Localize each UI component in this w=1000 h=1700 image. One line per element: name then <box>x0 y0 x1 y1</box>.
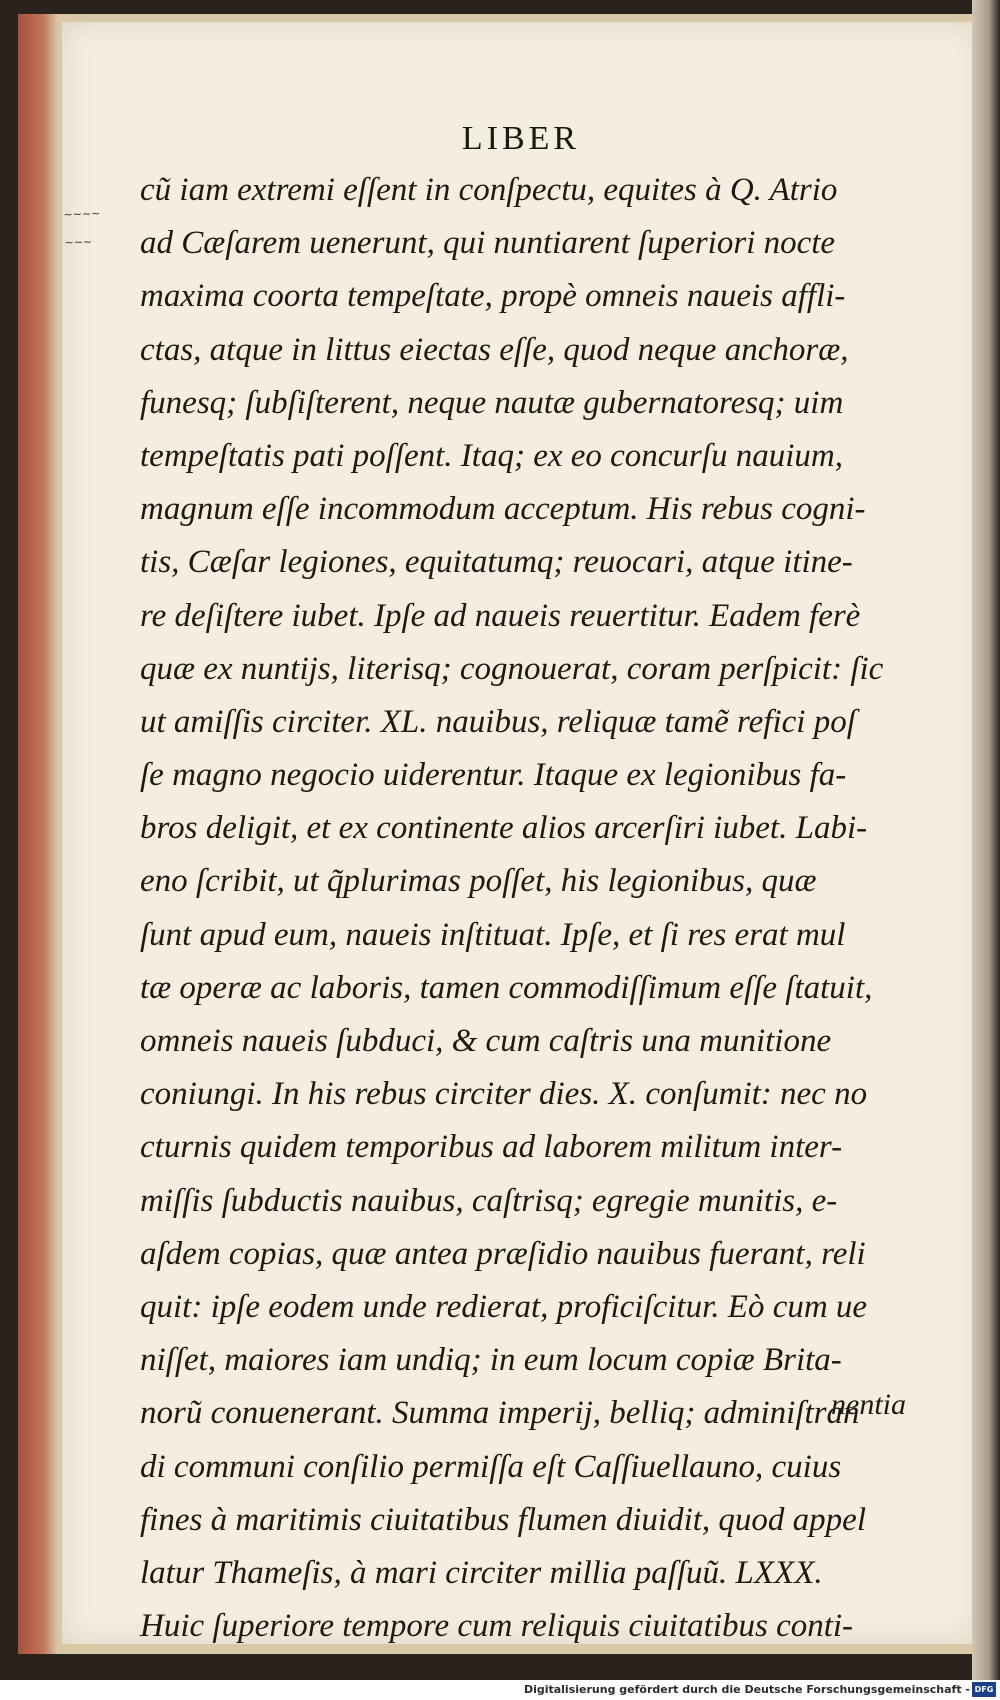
catchword: nentia <box>831 1388 906 1421</box>
handwritten-marginalia: ~~~~ ~~~ <box>63 206 101 250</box>
text-line: coniungi. In his rebus circiter dies. X. conſumit: nec no <box>140 1076 868 1113</box>
text-line: ſunt apud eum, naueis inſtituat. Ipſe, et ſi res erat mul <box>140 916 846 953</box>
text-line: miſſis ſubductis nauibus, caſtrisq; egregie munitis, e- <box>140 1182 838 1219</box>
footer-credit: Digitalisierung gefördert durch die Deutsche Forschungsgemeinschaft - <box>523 1683 970 1696</box>
text-line: aſdem copias, quæ antea præſidio nauibus fuerant, reli <box>140 1235 866 1272</box>
text-line: ctas, atque in littus eiectas eſſe, quod neque anchoræ, <box>140 331 849 368</box>
text-line: tempeſtatis pati poſſent. Itaq; ex eo concurſu nauium, <box>140 437 843 474</box>
text-line: cturnis quidem temporibus ad laborem militum inter- <box>140 1129 843 1166</box>
text-line: magnum eſſe incommodum acceptum. His rebus cogni- <box>140 491 866 528</box>
page-header: LIBER <box>461 120 581 157</box>
text-line: norũ conuenerant. Summa imperij, belliq; adminiſtran <box>140 1395 860 1432</box>
text-line: omneis naueis ſubduci, & cum caſtris una munitione <box>140 1023 832 1059</box>
text-line: quæ ex nuntijs, literisq; cognouerat, coram perſpicit: ſic <box>140 650 884 687</box>
text-line: quit: ipſe eodem unde redierat, proficiſcitur. Eò cum ue <box>140 1288 868 1325</box>
text-line: ad Cæſarem uenerunt, qui nuntiarent ſuperiori nocte <box>140 225 836 262</box>
book-page <box>62 22 980 1644</box>
dfg-logo: DFG <box>972 1682 996 1697</box>
text-line: di communi conſilio permiſſa eſt Caſſiuellauno, cuius <box>140 1448 842 1485</box>
text-line: Huic ſuperiore tempore cum reliquis ciuitatibus conti- <box>140 1608 854 1645</box>
text-line: ut amiſſis circiter. XL. nauibus, reliquæ tamẽ refici poſ <box>140 703 856 740</box>
text-line: maxima coorta tempeſtate, propè omneis naueis affli- <box>140 278 846 315</box>
text-line: niſſet, maiores iam undiq; in eum locum copiæ Brita- <box>140 1342 842 1379</box>
text-line: tis, Cæſar legiones, equitatumq; reuocari, atque itine- <box>140 544 853 581</box>
text-line: ſe magno negocio uiderentur. Itaque ex legionibus fa- <box>140 757 847 794</box>
text-line: re deſiſtere iubet. Ipſe ad naueis reuertitur. Eadem ferè <box>140 597 861 634</box>
right-page-edge <box>972 0 1000 1680</box>
text-line: funesq; ſubſiſterent, neque nautæ gubernatoresq; uim <box>140 384 844 421</box>
text-line: bros deligit, et ex continente alios arcerſiri iubet. Labi- <box>140 810 868 847</box>
text-line: cũ iam extremi eſſent in conſpectu, equites à Q. Atrio <box>140 172 838 208</box>
text-line: fines à maritimis ciuitatibus flumen diuidit, quod appel <box>140 1501 866 1538</box>
text-line: latur Thameſis, à mari circiter millia paſſuũ. LXXX. <box>140 1554 823 1591</box>
digitization-footer <box>0 1680 1000 1700</box>
text-line: eno ſcribit, ut q̃plurimas poſſet, his legionibus, quæ <box>140 863 817 900</box>
page-text <box>140 164 930 1653</box>
text-line: tæ operæ ac laboris, tamen commodiſſimum eſſe ſtatuit, <box>140 969 873 1006</box>
